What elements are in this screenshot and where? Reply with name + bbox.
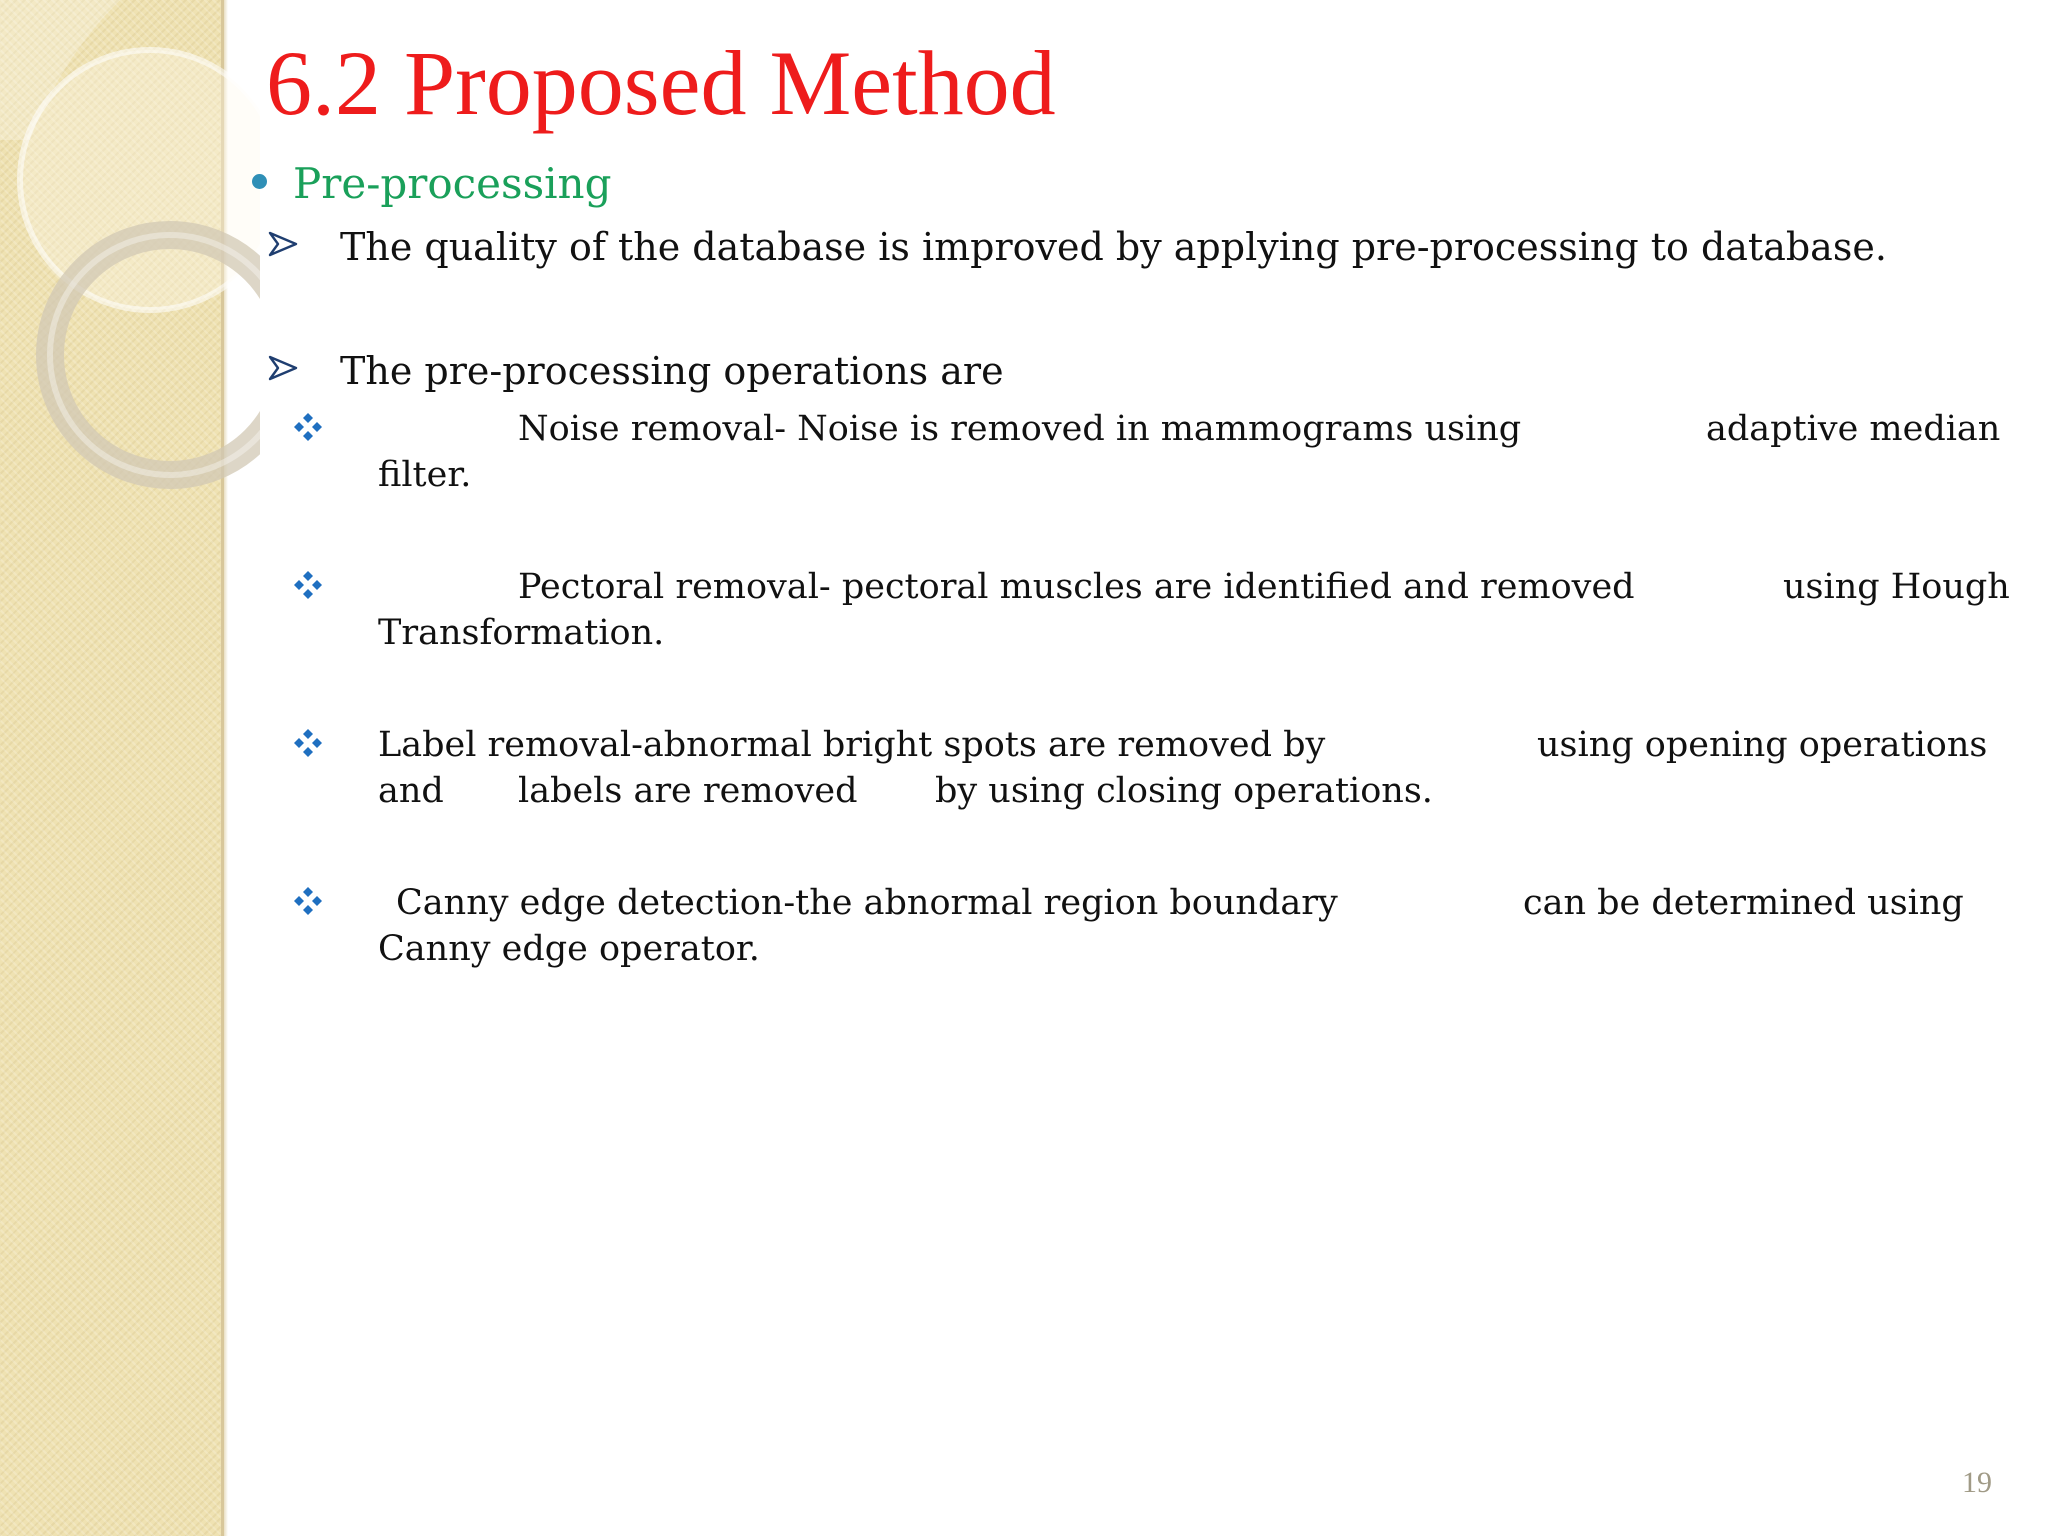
operation-text: and — [378, 771, 444, 811]
operation-text: Label removal-abnormal bright spots are removed by — [378, 725, 1326, 765]
arrowhead-bullet-icon — [268, 353, 298, 383]
section-bullet-text: Pre-processing — [293, 159, 612, 208]
four-diamond-bullet-icon — [293, 886, 323, 916]
operation-text: filter. — [378, 455, 472, 495]
operation-text: Canny edge operator. — [378, 929, 760, 969]
point-text: The quality of the database is improved by applying pre-processing to database. — [340, 225, 1887, 269]
page-number: 19 — [1962, 1466, 1992, 1499]
four-diamond-bullet-icon — [293, 412, 323, 442]
arrowhead-bullet-icon — [268, 229, 298, 259]
decorative-rings-icon — [0, 0, 260, 520]
operation-text: Noise removal- Noise is removed in mammograms using — [518, 409, 1522, 449]
operation-text: using Hough — [1783, 567, 2010, 607]
operation-text: by using closing operations. — [935, 771, 1433, 811]
slide-title: 6.2 Proposed Method — [266, 32, 1056, 134]
operation-text: Pectoral removal- pectoral muscles are identified and removed — [518, 567, 1635, 607]
operation-text: adaptive median — [1706, 409, 2001, 449]
operation-text: can be determined using — [1523, 883, 1964, 923]
operation-text: Transformation. — [378, 613, 665, 653]
section-bullet — [252, 156, 612, 212]
operation-text: labels are removed — [518, 771, 858, 811]
operation-text: Canny edge detection-the abnormal region boundary — [396, 883, 1338, 923]
round-bullet-icon — [252, 174, 267, 189]
point-text: The pre-processing operations are — [340, 349, 1004, 393]
operation-text: using opening operations — [1537, 725, 1988, 765]
four-diamond-bullet-icon — [293, 570, 323, 600]
four-diamond-bullet-icon — [293, 728, 323, 758]
